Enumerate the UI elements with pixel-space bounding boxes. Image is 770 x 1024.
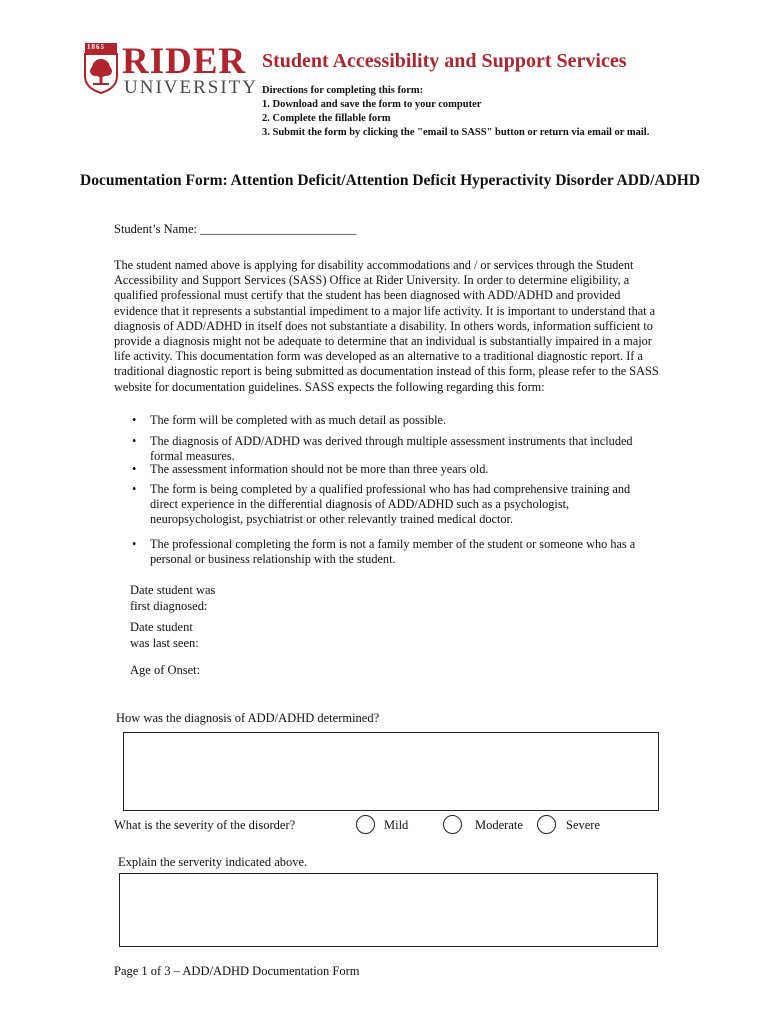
bullet-icon: • (132, 462, 137, 476)
page-footer: Page 1 of 3 – ADD/ADHD Documentation Form (114, 964, 360, 978)
explain-severity-label: Explain the serverity indicated above. (118, 855, 308, 869)
explain-severity-textarea[interactable] (119, 873, 658, 947)
age-of-onset-input[interactable] (220, 661, 424, 679)
direction-step-1: 1. Download and save the form to your computer (262, 99, 482, 110)
date-last-seen-input[interactable] (220, 632, 424, 650)
bullet-icon: • (132, 434, 137, 448)
date-last-seen-label-line2: was last seen: (130, 636, 199, 650)
bullet-icon: • (132, 537, 137, 551)
severity-severe-radio[interactable] (537, 815, 556, 834)
severity-moderate-label: Moderate (475, 818, 523, 832)
date-diagnosed-input[interactable] (220, 594, 424, 612)
severity-mild-radio[interactable] (356, 815, 375, 834)
intro-paragraph: The student named above is applying for disability accommodations and / or services through the Student Accessibility and Support Services (SASS) Office at Rider University. In order to determine eligibility, a qualified professional must certify that the student has been diagnosed with ADD/ADHD and provided evidence that it represents a substantial impediment to a major life activity. It is important to understand that a diagnosis of ADD/ADHD in itself does not substantiate a disability. In others words, information sufficient to provide a diagnosis might not be adequate to determine that an individual is substantially impaired in a major life activity. This documentation form was developed as an alternative to a traditional diagnostic report. If a traditional diagnostic report is being submitted as documentation instead of this form, please refer to the SASS website for documentation guidelines. SASS expects the following regarding this form: (114, 258, 659, 394)
student-name-label: Student’s Name: _________________________ (114, 222, 357, 236)
bullet-item: The diagnosis of ADD/ADHD was derived through multiple assessment instruments that included formal measures. (150, 434, 633, 464)
rider-university-logo (84, 40, 258, 100)
severity-severe-label: Severe (566, 818, 601, 832)
bullet-item: The assessment information should not be more than three years old. (150, 462, 489, 476)
bullet-item: The professional completing the form is not a family member of the student or someone who has a personal or business relationship with the student. (150, 537, 636, 567)
bullet-icon: • (132, 413, 137, 427)
how-determined-textarea[interactable] (123, 732, 659, 811)
bullet-icon: • (132, 482, 137, 496)
severity-moderate-radio[interactable] (443, 815, 462, 834)
directions-heading: Directions for completing this form: (262, 85, 424, 96)
bullet-item: The form is being completed by a qualified professional who has had comprehensive training and direct experience in the differential diagnosis of ADD/ADHD such as a psychologist, neuropsychologist, psychiatrist or other relevantly trained medical doctor. (150, 482, 631, 527)
direction-step-2: 2. Complete the fillable form (262, 113, 391, 124)
how-determined-label: How was the diagnosis of ADD/ADHD determined? (116, 711, 380, 725)
logo-year: 1865 (87, 43, 105, 51)
severity-question: What is the severity of the disorder? (114, 818, 296, 832)
date-diagnosed-label-line2: first diagnosed: (130, 599, 208, 613)
date-diagnosed-label-line1: Date student was (130, 583, 216, 597)
document-title: Documentation Form: Attention Deficit/Attention Deficit Hyperactivity Disorder ADD/ADHD (80, 172, 701, 189)
age-of-onset-label: Age of Onset: (130, 663, 201, 677)
date-last-seen-label-line1: Date student (130, 620, 193, 634)
bullet-item: The form will be completed with as much detail as possible. (150, 413, 447, 427)
logo-university-text: UNIVERSITY (124, 77, 258, 98)
student-name-input[interactable] (200, 220, 366, 238)
date-last-seen-label (130, 619, 199, 651)
date-diagnosed-label (130, 582, 215, 614)
logo-rider-text: RIDER (122, 41, 247, 82)
office-title: Student Accessibility and Support Services (262, 50, 627, 72)
direction-step-3: 3. Submit the form by clicking the "email to SASS" button or return via email or mail. (262, 127, 650, 138)
severity-mild-label: Mild (384, 818, 409, 832)
